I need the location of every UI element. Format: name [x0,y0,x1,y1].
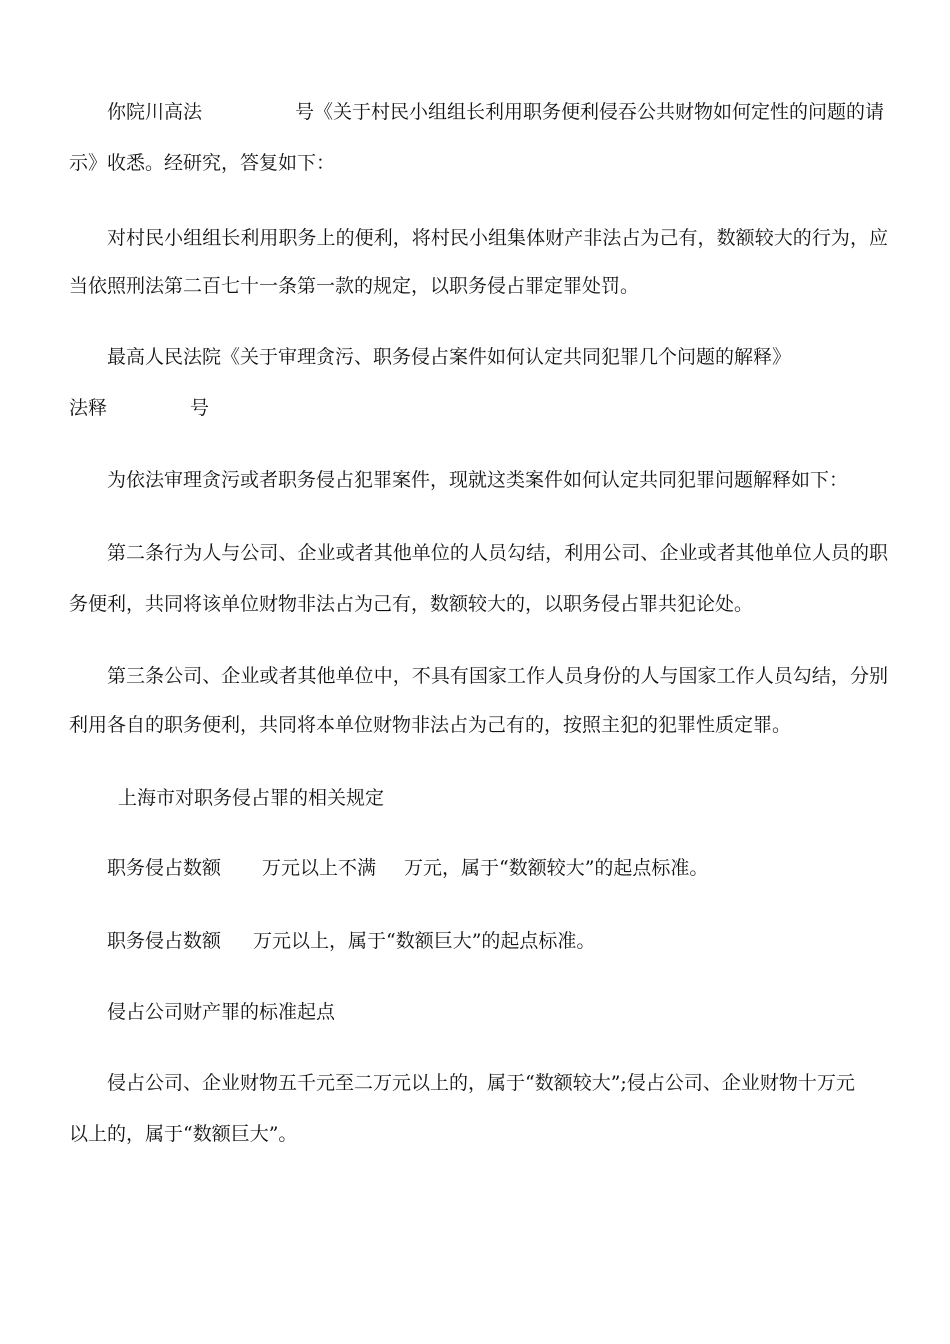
p11-line2: 以上的，属于“数额巨大”。 [69,1123,298,1145]
p5-line2: 务便利，共同将该单位财物非法占为己有，数额较大的，以职务侵占罪共犯论处。 [69,593,754,615]
p8-part1: 职务侵占数额 [107,857,222,879]
p10-heading: 侵占公司财产罪的标准起点 [107,1001,336,1023]
p2-line2: 当依照刑法第二百七十一条第一款的规定，以职务侵占罪定罪处罚。 [69,275,640,297]
p3-line2-end: 号 [190,397,210,419]
p3-line1: 最高人民法院《关于审理贪污、职务侵占案件如何认定共同犯罪几个问题的解释》 [107,346,792,368]
p9-part1: 职务侵占数额 [107,930,222,952]
p3-line2-start: 法释 [69,397,108,419]
p2-line1: 对村民小组组长利用职务上的便利，将村民小组集体财产非法占为己有，数额较大的行为，应 [107,227,889,249]
p1-line1-start: 你院川高法 [107,101,203,123]
p1-line1-end: 号《关于村民小组组长利用职务便利侵吞公共财物如何定性的问题的请 [295,101,885,123]
p11-line1: 侵占公司、企业财物五千元至二万元以上的，属于“数额较大”;侵占公司、企业财物十万元 [107,1072,855,1094]
p5-line1: 第二条行为人与公司、企业或者其他单位的人员勾结，利用公司、企业或者其他单位人员的职 [107,542,889,564]
p4-line1: 为依法审理贪污或者职务侵占犯罪案件，现就这类案件如何认定共同犯罪问题解释如下： [107,469,849,491]
p6-line2: 利用各自的职务便利，共同将本单位财物非法占为己有的，按照主犯的犯罪性质定罪。 [69,714,792,736]
p1-line2: 示》收悉。经研究，答复如下： [69,152,336,174]
p9-part2: 万元以上，属于“数额巨大”的起点标准。 [253,930,596,952]
p7-heading: 上海市对职务侵占罪的相关规定 [118,787,385,809]
p6-line1: 第三条公司、企业或者其他单位中，不具有国家工作人员身份的人与国家工作人员勾结，分别 [107,665,889,687]
p8-part2: 万元以上不满 [262,857,377,879]
p8-part3: 万元，属于“数额较大”的起点标准。 [404,857,709,879]
